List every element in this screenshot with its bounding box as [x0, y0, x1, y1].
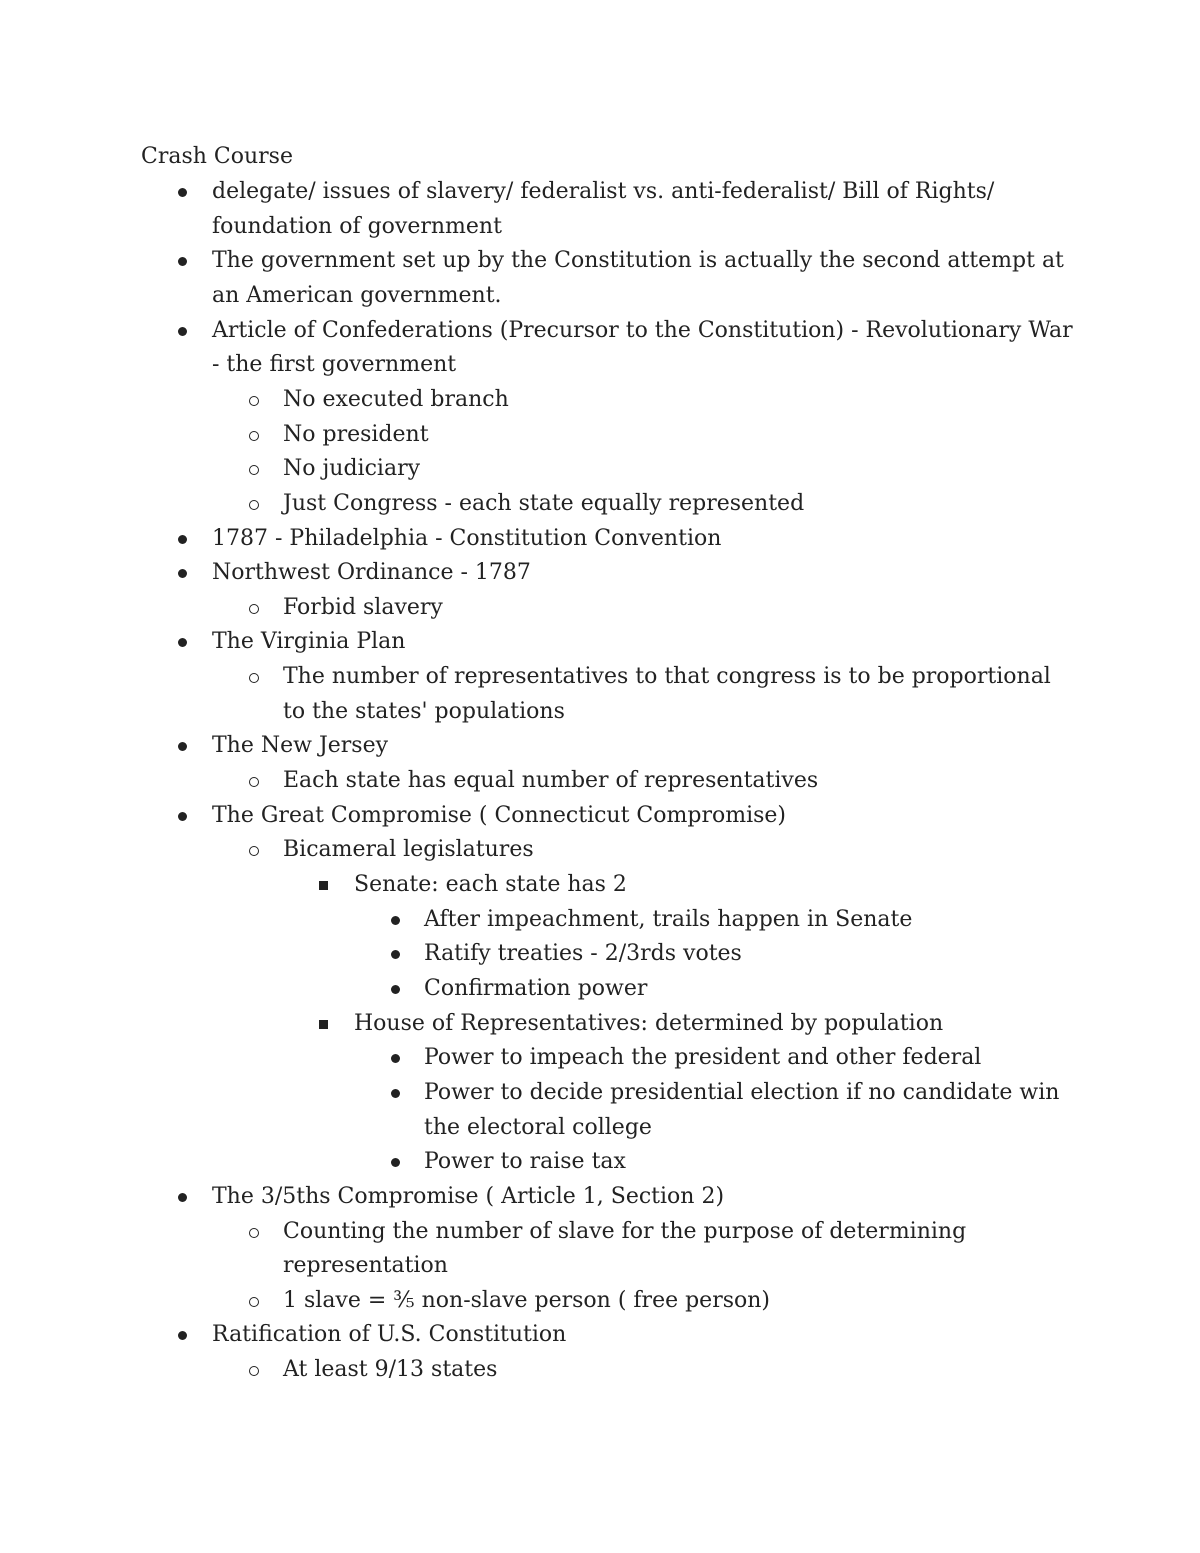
list-item-continuation: - the first government [212, 352, 457, 378]
circle-bullet-icon [249, 846, 259, 856]
square-bullet-icon [319, 881, 328, 890]
list-item: The Great Compromise ( Connecticut Compromise) [212, 802, 787, 828]
list-item: The Virginia Plan [212, 629, 406, 655]
list-item: At least 9/13 states [283, 1357, 498, 1383]
disc-bullet-icon [178, 327, 187, 336]
disc-bullet-icon [178, 812, 187, 821]
list-item: Ratify treaties - 2/3rds votes [424, 941, 742, 967]
list-item: Just Congress - each state equally represented [283, 490, 805, 516]
list-item: 1 slave = ⅗ non-slave person ( free person) [283, 1287, 771, 1313]
list-item-continuation: to the states' populations [283, 698, 565, 724]
circle-bullet-icon [249, 1366, 259, 1376]
circle-bullet-icon [249, 673, 259, 683]
circle-bullet-icon [249, 396, 259, 406]
disc-bullet-icon [391, 985, 400, 994]
disc-bullet-icon [178, 535, 187, 544]
disc-bullet-icon [178, 569, 187, 578]
disc-bullet-icon [391, 1158, 400, 1167]
disc-bullet-icon [178, 257, 187, 266]
circle-bullet-icon [249, 431, 259, 441]
list-item: House of Representatives: determined by population [354, 1010, 944, 1036]
list-item: Northwest Ordinance - 1787 [212, 560, 531, 586]
disc-bullet-icon [178, 1193, 187, 1202]
list-item-continuation: foundation of government [212, 213, 502, 239]
list-item-continuation: the electoral college [424, 1114, 652, 1140]
disc-bullet-icon [391, 950, 400, 959]
list-item: Power to decide presidential election if no candidate win [424, 1079, 1060, 1105]
disc-bullet-icon [178, 188, 187, 197]
list-item: No judiciary [283, 456, 421, 482]
list-item-continuation: representation [283, 1253, 448, 1279]
list-item-continuation: an American government. [212, 282, 502, 308]
list-item: The New Jersey [212, 733, 389, 759]
disc-bullet-icon [178, 638, 187, 647]
list-item: Counting the number of slave for the purpose of determining [283, 1218, 967, 1244]
circle-bullet-icon [249, 777, 259, 787]
disc-bullet-icon [391, 1054, 400, 1063]
list-item: The government set up by the Constitution is actually the second attempt at [212, 248, 1064, 274]
list-item: Power to raise tax [424, 1149, 626, 1175]
circle-bullet-icon [249, 500, 259, 510]
list-item: The number of representatives to that congress is to be proportional [283, 664, 1051, 690]
list-item: Ratification of U.S. Constitution [212, 1322, 567, 1348]
disc-bullet-icon [391, 916, 400, 925]
list-item: The 3/5ths Compromise ( Article 1, Section 2) [212, 1183, 725, 1209]
document-title: Crash Course [141, 144, 293, 169]
list-item: Bicameral legislatures [283, 837, 534, 863]
disc-bullet-icon [178, 1331, 187, 1340]
list-item: Article of Confederations (Precursor to the Constitution) - Revolutionary War [212, 317, 1073, 343]
list-item: delegate/ issues of slavery/ federalist vs. anti-federalist/ Bill of Rights/ [212, 179, 995, 204]
circle-bullet-icon [249, 1228, 259, 1238]
list-item: Forbid slavery [283, 594, 443, 620]
list-item: After impeachment, trails happen in Senate [424, 906, 913, 932]
list-item: No president [283, 421, 429, 447]
list-item: 1787 - Philadelphia - Constitution Convention [212, 525, 722, 551]
circle-bullet-icon [249, 1297, 259, 1307]
circle-bullet-icon [249, 465, 259, 475]
disc-bullet-icon [391, 1089, 400, 1098]
list-item: No executed branch [283, 386, 509, 412]
square-bullet-icon [319, 1020, 328, 1029]
disc-bullet-icon [178, 742, 187, 751]
list-item: Senate: each state has 2 [354, 872, 627, 897]
list-item: Confirmation power [424, 975, 648, 1001]
list-item: Each state has equal number of representatives [283, 768, 819, 794]
circle-bullet-icon [249, 604, 259, 614]
list-item: Power to impeach the president and other federal [424, 1045, 982, 1071]
